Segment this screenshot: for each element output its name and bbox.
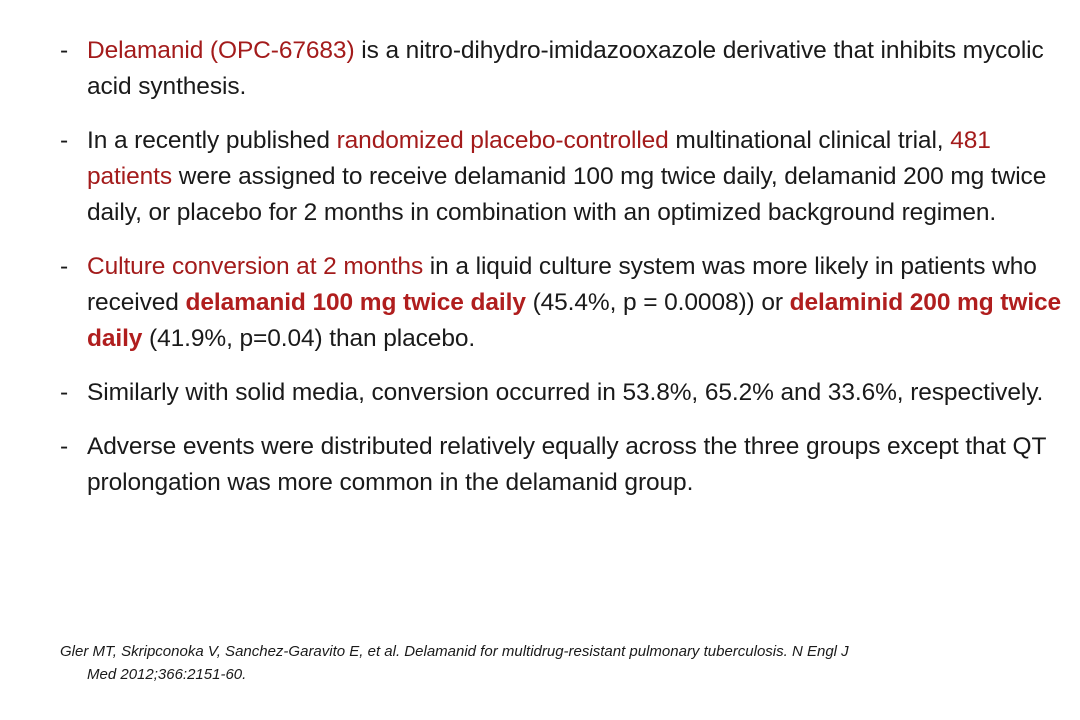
bullet-text: were assigned to receive delamanid 100 mg twice daily, delamanid 200 mg twice daily, or placebo for 2 months in combination with an optimized background regimen.: [87, 163, 1047, 226]
bullet-item: [60, 429, 1072, 501]
bullet-text: In a recently published: [87, 127, 337, 154]
bullet-dash: -: [60, 433, 69, 460]
bullet-item: [60, 375, 1072, 411]
dose-200-highlight: delaminid 200 mg twice daily: [87, 289, 1062, 352]
bullet-text: (41.9%, p=0.04) than placebo.: [142, 325, 476, 352]
dose-100-highlight: delamanid 100 mg twice daily: [185, 289, 526, 316]
bullet-dash: -: [60, 253, 69, 280]
bullet-item: [60, 249, 1072, 357]
bullet-text: Similarly with solid media, conversion occurred in 53.8%, 65.2% and 33.6%, respectively.: [87, 379, 1044, 406]
bullet-text: multinational clinical trial,: [668, 127, 951, 154]
bullet-dash: -: [60, 127, 69, 154]
bullet-text: in a liquid culture system was more likely in patients who received: [87, 253, 1037, 316]
bullet-dash: -: [60, 379, 69, 406]
bullet-item: [60, 33, 1072, 105]
bullet-item: [60, 123, 1072, 231]
bullet-text: Adverse events were distributed relatively equally across the three groups except that QT prolongation was more common in the delamanid group.: [87, 433, 1046, 496]
outcome-highlight: Culture conversion at 2 months: [87, 253, 424, 280]
citation-line-1: Gler MT, Skripconoka V, Sanchez-Garavito E, et al. Delamanid for multidrug-resistant pulmonary tuberculosis. N Engl J: [60, 643, 849, 660]
bullet-list: [60, 33, 1072, 519]
drug-name-highlight: Delamanid (OPC-67683): [87, 37, 355, 64]
bullet-text: (45.4%, p = 0.0008)) or: [525, 289, 790, 316]
patient-count-highlight: 481 patients: [87, 127, 991, 190]
bullet-dash: -: [60, 37, 69, 64]
bullet-text: is a nitro-dihydro-imidazooxazole derivative that inhibits mycolic acid synthesis.: [87, 37, 1044, 100]
citation-line-2: Med 2012;366:2151-60.: [87, 666, 247, 683]
study-design-highlight: randomized placebo-controlled: [336, 127, 669, 154]
citation: [60, 640, 1070, 686]
